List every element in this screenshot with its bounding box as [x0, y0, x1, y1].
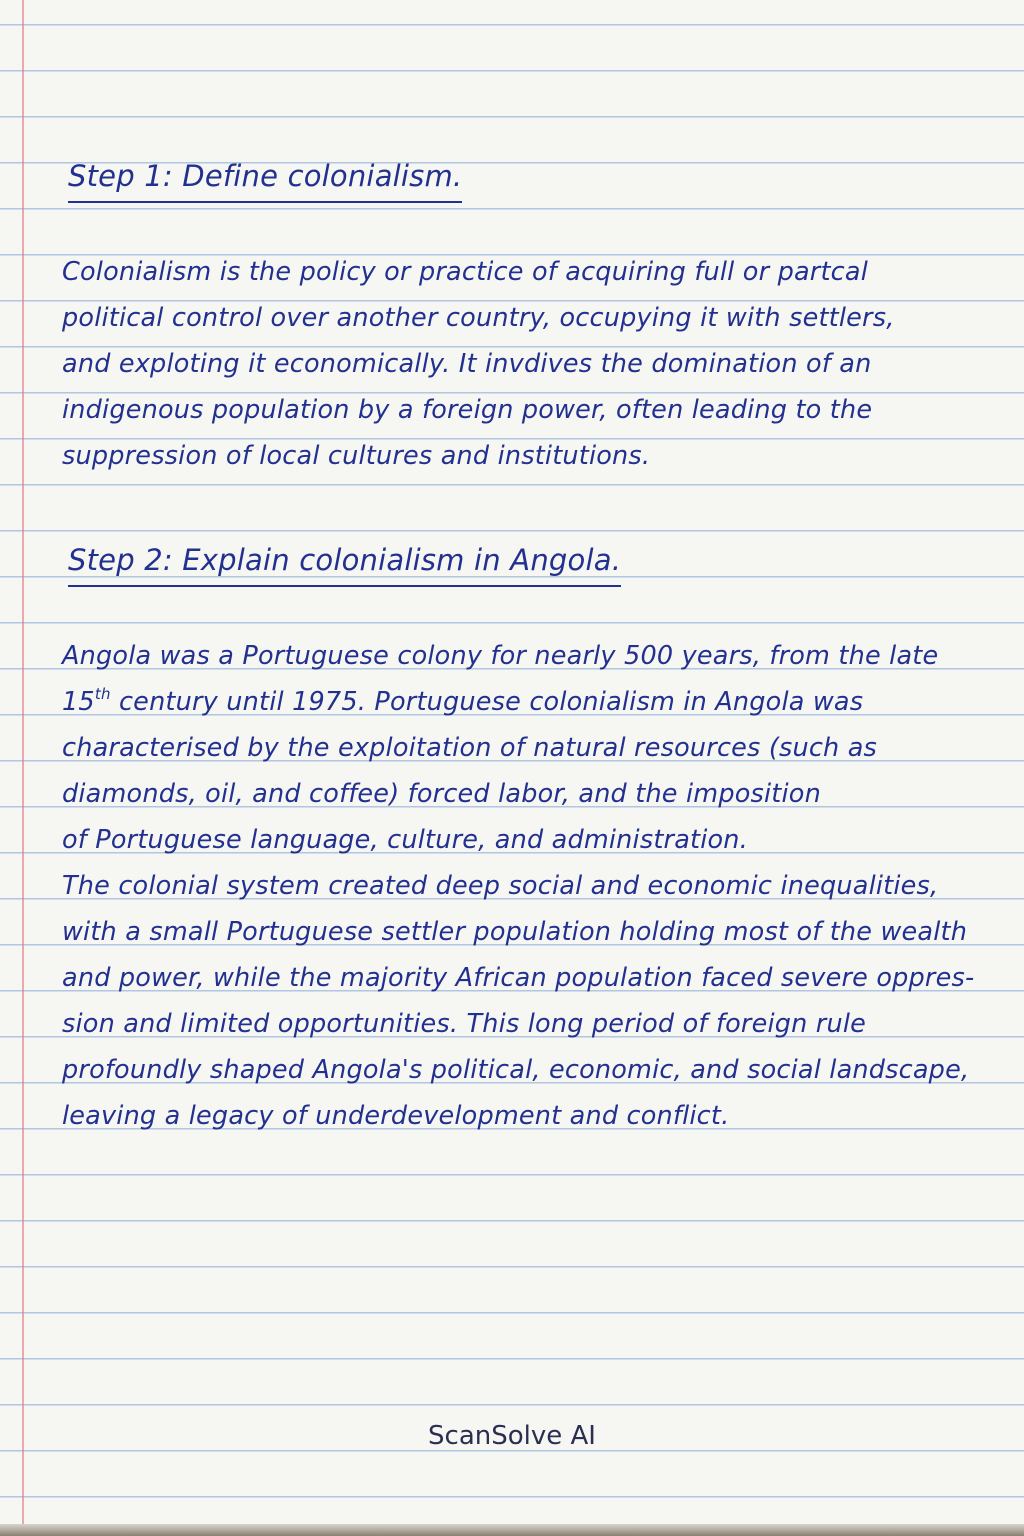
- paragraph-line-rest: century until 1975. Portuguese colonialism in Angola was: [110, 687, 864, 717]
- paragraph-line: profoundly shaped Angola's political, economic, and social landscape,: [62, 1055, 970, 1085]
- paper-bottom-edge: [0, 1524, 1024, 1536]
- step1-heading: Step 1: Define colonialism.: [68, 153, 462, 203]
- century-number: 15: [62, 687, 95, 717]
- margin-line: [22, 0, 24, 1536]
- footer-brand: ScanSolve AI: [428, 1421, 596, 1451]
- step1-paragraph: [62, 249, 962, 479]
- paragraph-line: diamonds, oil, and coffee) forced labor, and the imposition: [62, 779, 821, 809]
- paragraph-line: and power, while the majority African population faced severe oppres-: [62, 963, 975, 993]
- paragraph-line: Angola was a Portuguese colony for nearly 500 years, from the late: [62, 641, 939, 671]
- paragraph-line: with a small Portuguese settler population holding most of the wealth: [62, 917, 968, 947]
- paragraph-line: of Portuguese language, culture, and administration.: [62, 825, 748, 855]
- paragraph-line: leaving a legacy of underdevelopment and conflict.: [62, 1101, 730, 1131]
- paragraph-line: political control over another country, occupying it with settlers,: [62, 303, 895, 333]
- paragraph-line: sion and limited opportunities. This long period of foreign rule: [62, 1009, 867, 1039]
- ordinal-superscript: th: [94, 685, 111, 703]
- step2-paragraph: [62, 633, 975, 1139]
- paragraph-line: Colonialism is the policy or practice of acquiring full or partcal: [62, 257, 868, 287]
- paragraph-line: suppression of local cultures and institutions.: [62, 441, 651, 471]
- paragraph-line: and exploting it economically. It invdives the domination of an: [62, 349, 872, 379]
- paragraph-line: The colonial system created deep social and economic inequalities,: [62, 871, 939, 901]
- paragraph-line: indigenous population by a foreign power, often leading to the: [62, 395, 873, 425]
- paragraph-line: characterised by the exploitation of natural resources (such as: [62, 733, 878, 763]
- paragraph-line-with-superscript: [62, 679, 962, 725]
- step2-heading: Step 2: Explain colonialism in Angola.: [68, 537, 621, 587]
